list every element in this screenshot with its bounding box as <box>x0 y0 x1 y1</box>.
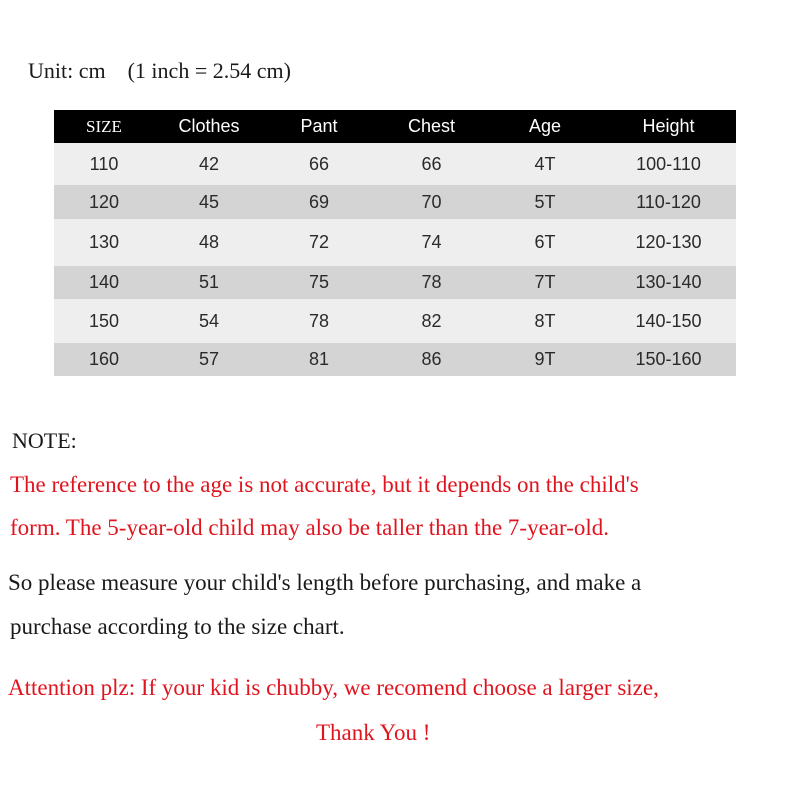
cell-height: 150-160 <box>601 343 736 376</box>
cell-size: 110 <box>54 143 154 185</box>
cell-pant: 72 <box>264 219 374 266</box>
cell-chest: 66 <box>374 143 489 185</box>
cell-size: 140 <box>54 266 154 299</box>
cell-height: 130-140 <box>601 266 736 299</box>
size-chart-table <box>54 110 736 376</box>
note-label: NOTE: <box>12 428 77 453</box>
cell-clothes: 57 <box>154 343 264 376</box>
cell-size: 160 <box>54 343 154 376</box>
unit-label: Unit: cm <box>28 58 106 83</box>
table-row <box>54 219 736 266</box>
header-size: SIZE <box>54 110 154 143</box>
cell-size: 130 <box>54 219 154 266</box>
cell-chest: 74 <box>374 219 489 266</box>
table-row <box>54 266 736 299</box>
cell-clothes: 45 <box>154 185 264 219</box>
cell-height: 100-110 <box>601 143 736 185</box>
table-row <box>54 343 736 376</box>
cell-height: 110-120 <box>601 185 736 219</box>
age-disclaimer-line-1: The reference to the age is not accurate, but it depends on the child's <box>10 472 639 497</box>
measure-advice-line-1: So please measure your child's length before purchasing, and make a <box>8 570 642 595</box>
cell-age: 7T <box>489 266 601 299</box>
cell-height: 140-150 <box>601 299 736 343</box>
cell-clothes: 48 <box>154 219 264 266</box>
header-age: Age <box>489 110 601 143</box>
cell-clothes: 54 <box>154 299 264 343</box>
cell-age: 6T <box>489 219 601 266</box>
header-height: Height <box>601 110 736 143</box>
cell-pant: 69 <box>264 185 374 219</box>
cell-age: 8T <box>489 299 601 343</box>
cell-size: 120 <box>54 185 154 219</box>
attention-text: Attention plz: If your kid is chubby, we recomend choose a larger size, <box>8 675 659 700</box>
cell-chest: 78 <box>374 266 489 299</box>
header-pant: Pant <box>264 110 374 143</box>
cell-pant: 78 <box>264 299 374 343</box>
cell-pant: 66 <box>264 143 374 185</box>
cell-age: 9T <box>489 343 601 376</box>
table-row <box>54 185 736 219</box>
cell-chest: 86 <box>374 343 489 376</box>
cell-chest: 70 <box>374 185 489 219</box>
cell-height: 120-130 <box>601 219 736 266</box>
table-header-row <box>54 110 736 143</box>
table-row <box>54 299 736 343</box>
header-chest: Chest <box>374 110 489 143</box>
cell-clothes: 51 <box>154 266 264 299</box>
cell-pant: 81 <box>264 343 374 376</box>
cell-pant: 75 <box>264 266 374 299</box>
cell-age: 5T <box>489 185 601 219</box>
header-clothes: Clothes <box>154 110 264 143</box>
cell-clothes: 42 <box>154 143 264 185</box>
cell-size: 150 <box>54 299 154 343</box>
age-disclaimer-line-2: form. The 5-year-old child may also be taller than the 7-year-old. <box>10 515 609 540</box>
cell-age: 4T <box>489 143 601 185</box>
table-row <box>54 143 736 185</box>
thank-you-text: Thank You ! <box>316 720 431 745</box>
cell-chest: 82 <box>374 299 489 343</box>
measure-advice-line-2: purchase according to the size chart. <box>10 614 345 639</box>
unit-conversion: (1 inch = 2.54 cm) <box>127 58 291 83</box>
unit-line <box>28 58 291 84</box>
